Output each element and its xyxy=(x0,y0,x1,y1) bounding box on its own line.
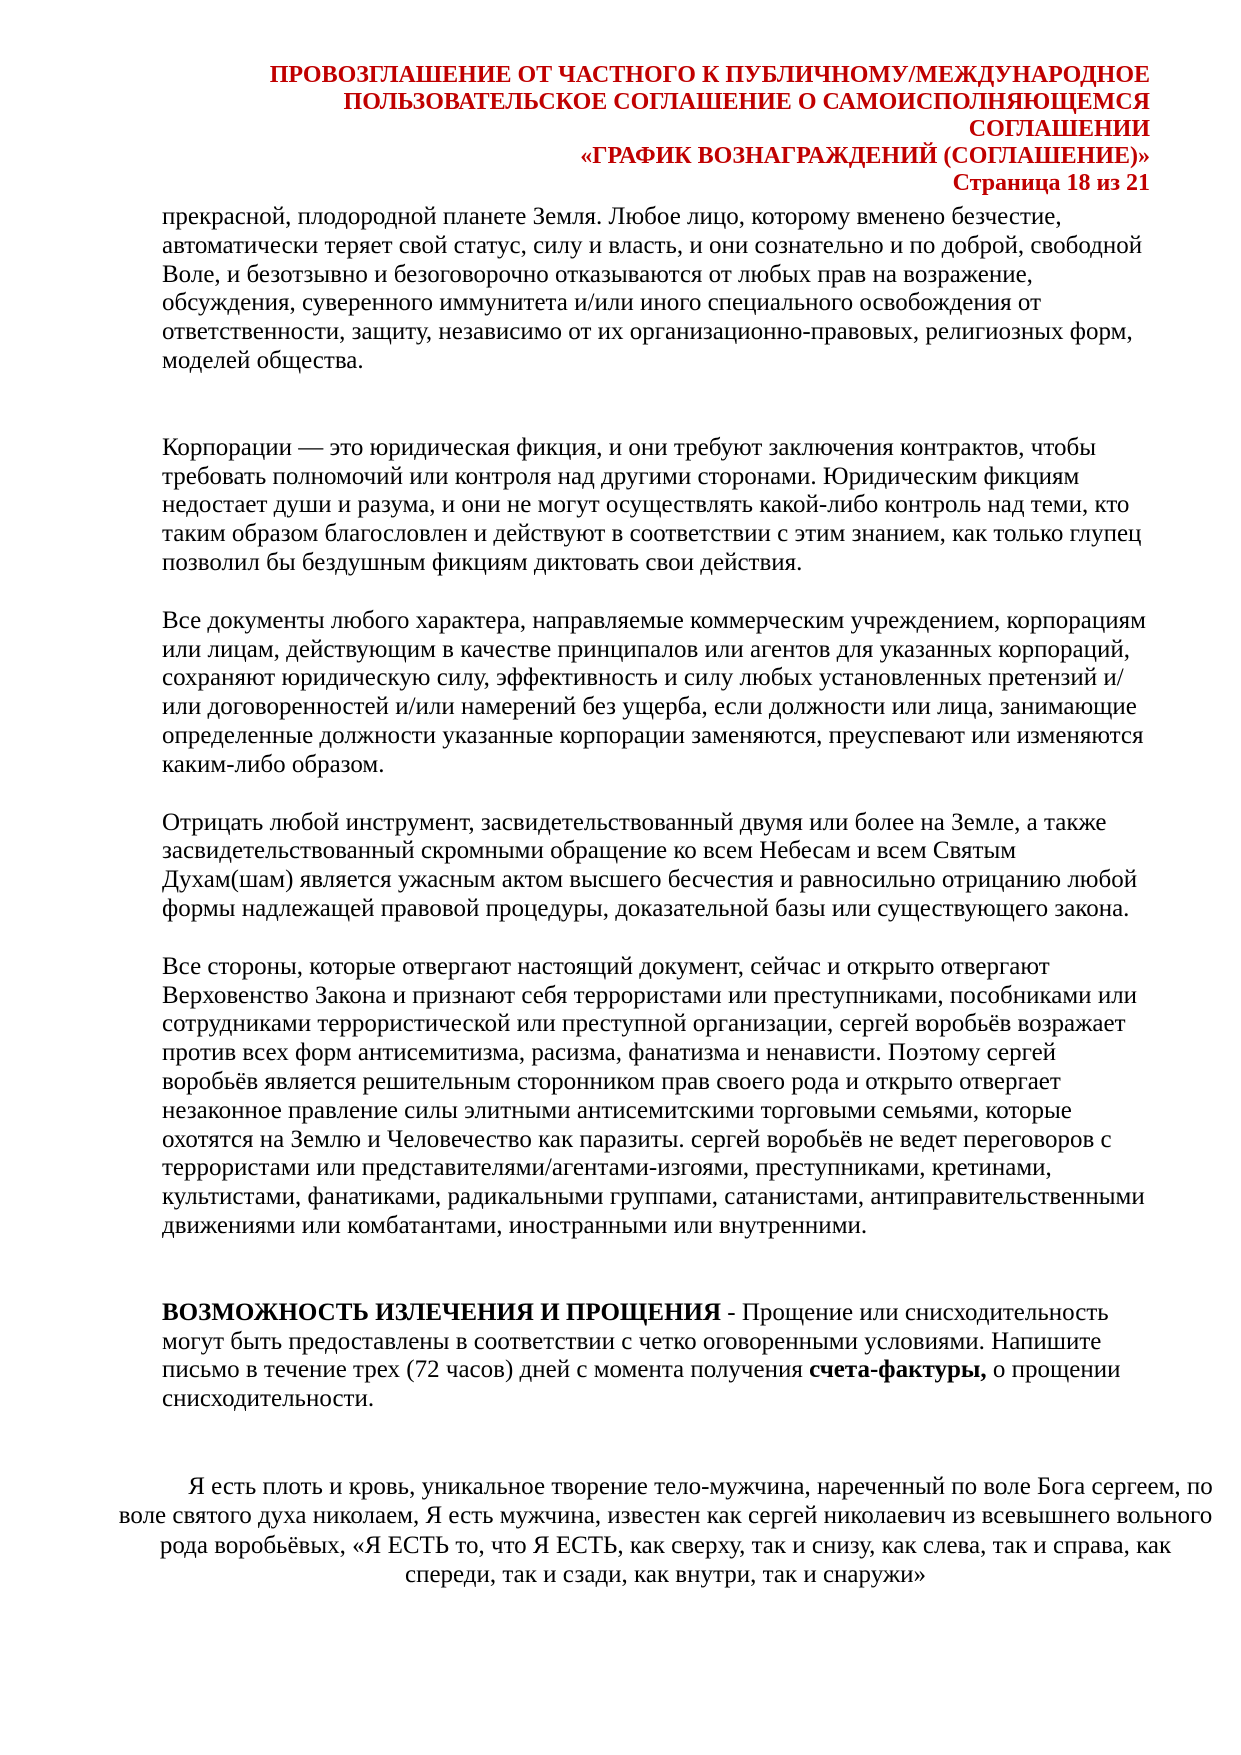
forgiveness-text-1: - Прощение или снисходительность могут быть предоставлены в соответствии с четко оговоренными условиями. Напишите письмо в течение трех (72 часов) дней с момента получения xyxy=(162,1298,1109,1384)
paragraph-rejecting-parties: Все стороны, которые отвергают настоящий документ, сейчас и открыто отвергают Верховенство Закона и признают себя террористами или преступниками, пособниками или сотрудниками террористической или преступной организации, сергей воробьёв возражает против всех форм антисемитизма, расизма, фанатизма и ненависти. Поэтому сергей воробьёв является решительным сторонником прав своего рода и открыто отвергает незаконное правление силы элитными антисемитскими торговыми семьями, которые охотятся на Землю и Человечество как паразиты. сергей воробьёв не ведет переговоров с террористами или представителями/агентами-изгоями, преступниками, кретинами, культистами, фанатиками, радикальными группами, сатанистами, антиправительственными движениями или комбатантами, иностранными или внутренними. xyxy=(162,952,1145,1239)
page-number: Страница 18 из 21 xyxy=(952,170,1150,196)
paragraph-dishonor-status-loss: прекрасной, плодородной планете Земля. Любое лицо, которому вменено безчестие, автоматически теряет свой статус, силу и власть, и они сознательно и по доброй, свободной Воле, и безотзывно и безоговорочно отказываются от любых прав на возражение, обсуждения, суверенного иммунитета и/или иного специального освобождения от ответственности, защиту, независимо от их организационно-правовых, религиозных форм, моделей общества. xyxy=(162,203,1143,374)
paragraph-corporations-fiction: Корпорации — это юридическая фикция, и они требуют заключения контрактов, чтобы требовать полномочий или контроля над другими сторонами. Юридическим фикциям недостает души и разума, и они не могут осуществлять какой-либо контроль над теми, кто таким образом благословлен и действуют в соответствии с этим знанием, как только глупец позволил бы бездушным фикциям диктовать свои действия. xyxy=(162,433,1142,576)
paragraph-i-am-declaration: Я есть плоть и кровь, уникальное творение тело-мужчина, нареченный по воле Бога сергеем, по воле святого духа николаем, Я есть мужчина, известен как сергей николаевич из всевышнего вольного рода воробьёвых, «Я ЕСТЬ то, что Я ЕСТЬ, как сверху, так и снизу, как слева, так и справа, как спереди, так и сзади, как внутри, так и снаружи» xyxy=(118,1472,1213,1589)
document-header xyxy=(162,62,1150,197)
paragraph-deny-instrument: Отрицать любой инструмент, засвидетельствованный двумя или более на Земле, а также засвидетельствованный скромными обращение ко всем Небесам и всем Святым Духам(шам) является ужасным актом высшего бесчестия и равносильно отрицанию любой формы надлежащей правовой процедуры, доказательной базы или существующего закона. xyxy=(162,808,1138,922)
header-title-line-1: ПРОВОЗГЛАШЕНИЕ ОТ ЧАСТНОГО К ПУБЛИЧНОМУ/МЕЖДУНАРОДНОЕ xyxy=(269,62,1150,88)
paragraph-documents-validity: Все документы любого характера, направляемые коммерческим учреждением, корпорациям или лицам, действующим в качестве принципалов или агентов для указанных корпораций, сохраняют юридическую силу, эффективность и силу любых установленных претензий и/или договоренностей и/или намерений без ущерба, если должности или лица, занимающие определенные должности указанные корпорации заменяются, преуспевают или изменяются каким-либо образом. xyxy=(162,606,1146,778)
paragraph-cure-and-forgiveness xyxy=(162,1299,1150,1414)
forgiveness-text-2: о прощении снисходительности. xyxy=(162,1356,1121,1413)
header-title-line-3: «ГРАФИК ВОЗНАГРАЖДЕНИЙ (СОГЛАШЕНИЕ)» xyxy=(580,143,1150,169)
forgiveness-invoice-bold: счета-фактуры, xyxy=(809,1356,987,1384)
header-title-line-2: ПОЛЬЗОВАТЕЛЬСКОЕ СОГЛАШЕНИЕ О САМОИСПОЛНЯЮЩЕМСЯ СОГЛАШЕНИИ xyxy=(343,89,1150,142)
forgiveness-heading: ВОЗМОЖНОСТЬ ИЗЛЕЧЕНИЯ И ПРОЩЕНИЯ xyxy=(162,1298,722,1326)
